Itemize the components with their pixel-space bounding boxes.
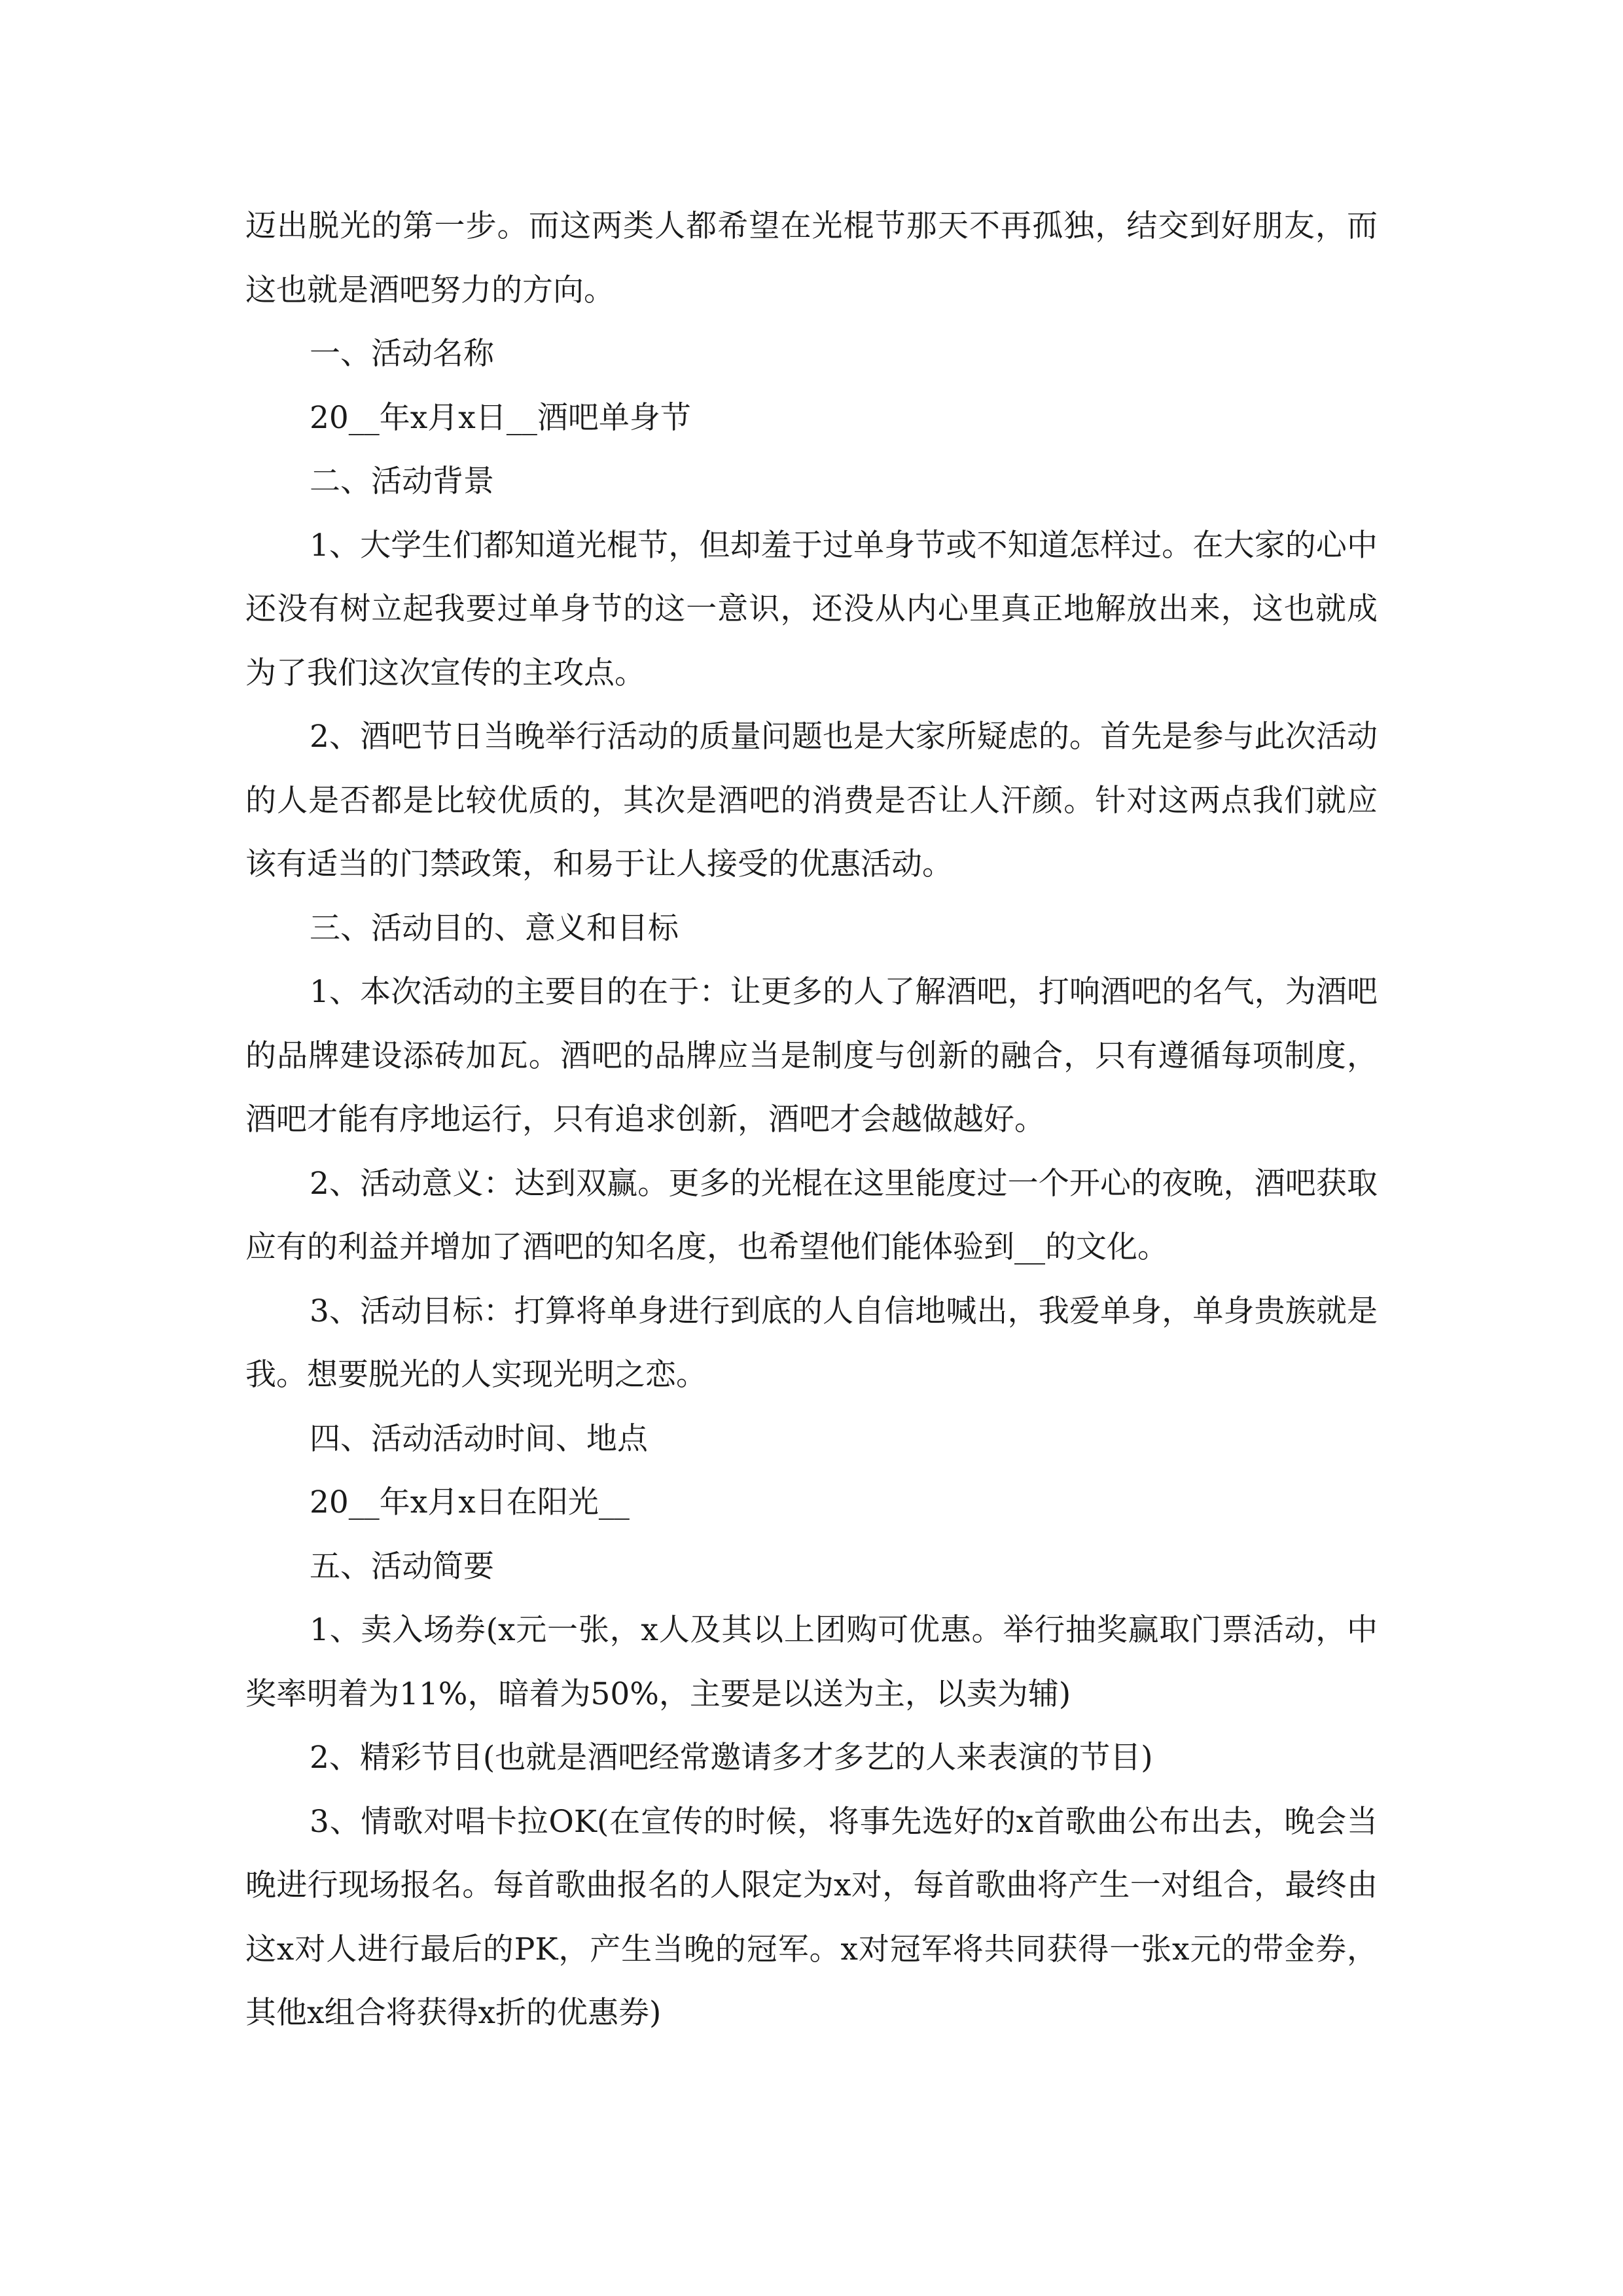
heading-activity-goals: 三、活动目的、意义和目标 — [310, 910, 679, 946]
background-item-1: 1、大学生们都知道光棍节，但却羞于过单身节或不知道怎样过。在大家的心中还没有树立起我要过单身节的这一意识，还没从内心里真正地解放出来，这也就成为了我们这次宣传的主攻点。 — [245, 527, 1378, 691]
heading-activity-summary: 五、活动简要 — [310, 1548, 494, 1585]
activity-name-value: 20__年x月x日__酒吧单身节 — [310, 399, 691, 436]
goals-item-1: 1、本次活动的主要目的在于：让更多的人了解酒吧，打响酒吧的名气，为酒吧的品牌建设添砖加瓦。酒吧的品牌应当是制度与创新的融合，只有遵循每项制度，酒吧才能有序地运行，只有追求创新，酒吧才会越做越好。 — [245, 974, 1378, 1138]
summary-item-1: 1、卖入场券(x元一张，x人及其以上团购可优惠。举行抽奖赢取门票活动，中奖率明着为11%，暗着为50%，主要是以送为主，以卖为辅) — [245, 1612, 1378, 1712]
document-body — [245, 194, 1378, 2045]
background-item-2: 2、酒吧节日当晚举行活动的质量问题也是大家所疑虑的。首先是参与此次活动的人是否都是比较优质的，其次是酒吧的消费是否让人汗颜。针对这两点我们就应该有适当的门禁政策，和易于让人接受的优惠活动。 — [245, 719, 1378, 882]
goals-item-2: 2、活动意义：达到双赢。更多的光棍在这里能度过一个开心的夜晚，酒吧获取应有的利益并增加了酒吧的知名度，也希望他们能体验到__的文化。 — [245, 1165, 1378, 1265]
summary-item-2: 2、精彩节目(也就是酒吧经常邀请多才多艺的人来表演的节目) — [310, 1740, 1153, 1776]
time-location-value: 20__年x月x日在阳光__ — [310, 1484, 630, 1520]
heading-activity-background: 二、活动背景 — [310, 463, 494, 499]
summary-item-3: 3、情歌对唱卡拉OK(在宣传的时候，将事先选好的x首歌曲公布出去，晚会当晚进行现场报名。每首歌曲报名的人限定为x对，每首歌曲将产生一对组合，最终由这x对人进行最后的PK，产生当晚的冠军。x对冠军将共同获得一张x元的带金券，其他x组合将获得x折的优惠券) — [245, 1803, 1378, 2031]
heading-time-location: 四、活动活动时间、地点 — [310, 1420, 648, 1457]
goals-item-3: 3、活动目标：打算将单身进行到底的人自信地喊出，我爱单身，单身贵族就是我。想要脱光的人实现光明之恋。 — [245, 1293, 1378, 1393]
paragraph-intro: 迈出脱光的第一步。而这两类人都希望在光棍节那天不再孤独，结交到好朋友，而这也就是酒吧努力的方向。 — [245, 208, 1378, 308]
heading-activity-name: 一、活动名称 — [310, 336, 494, 372]
